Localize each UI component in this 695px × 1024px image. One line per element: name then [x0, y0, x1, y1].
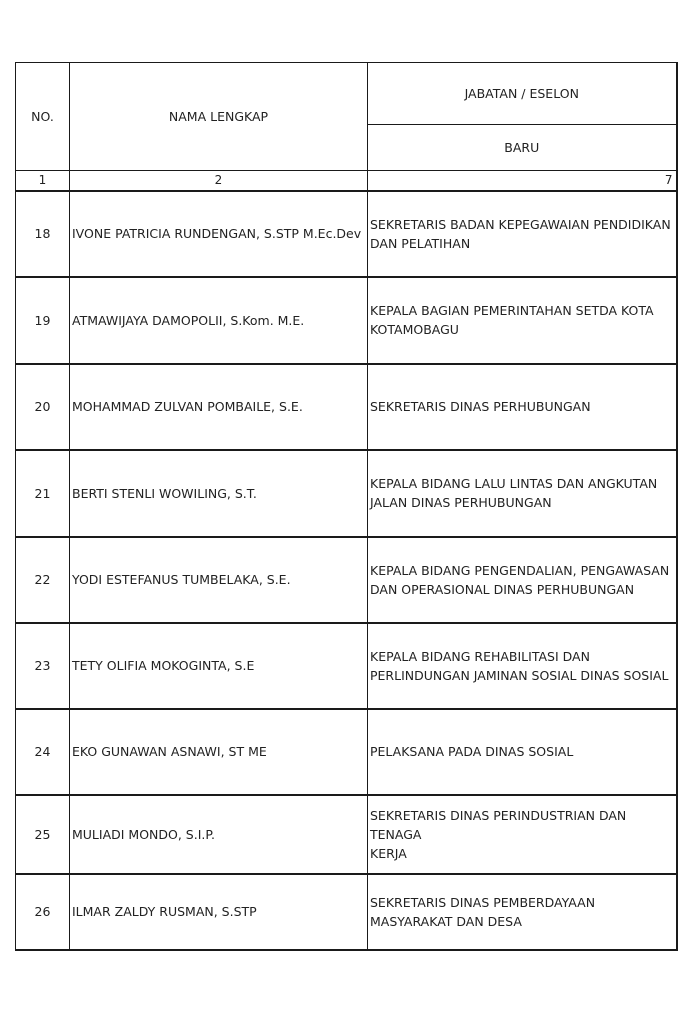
column-index-jabatan: 7: [368, 171, 677, 191]
header-no: NO.: [16, 63, 70, 171]
table-row: [16, 709, 677, 795]
row-jabatan: [368, 450, 677, 537]
officials-table: [15, 62, 678, 951]
row-no: 18: [16, 191, 70, 277]
row-jabatan: [368, 709, 677, 795]
row-jabatan-line1: KEPALA BIDANG REHABILITASI DAN: [370, 648, 590, 664]
row-no: 24: [16, 709, 70, 795]
header-nama: NAMA LENGKAP: [70, 63, 368, 171]
table-row: [16, 537, 677, 623]
row-jabatan-line2: DAN PELATIHAN: [370, 235, 471, 251]
table-row: [16, 623, 677, 709]
row-jabatan-line1: SEKRETARIS DINAS PERINDUSTRIAN DAN TENAGA: [370, 807, 627, 842]
row-no: 20: [16, 364, 70, 450]
row-jabatan: [368, 795, 677, 874]
row-nama: EKO GUNAWAN ASNAWI, ST ME: [70, 709, 368, 795]
row-jabatan: [368, 623, 677, 709]
row-no: 26: [16, 874, 70, 950]
row-jabatan-line1: PELAKSANA PADA DINAS SOSIAL: [370, 744, 574, 759]
table-row: [16, 450, 677, 537]
row-jabatan-line1: KEPALA BIDANG PENGENDALIAN, PENGAWASAN: [370, 562, 670, 578]
row-jabatan: [368, 277, 677, 364]
row-jabatan: [368, 364, 677, 450]
row-nama: TETY OLIFIA MOKOGINTA, S.E: [70, 623, 368, 709]
row-no: 25: [16, 795, 70, 874]
row-nama: MOHAMMAD ZULVAN POMBAILE, S.E.: [70, 364, 368, 450]
row-jabatan-line2: JALAN DINAS PERHUBUNGAN: [370, 495, 552, 510]
row-no: 21: [16, 450, 70, 537]
table-row: [16, 364, 677, 450]
row-jabatan: [368, 537, 677, 623]
row-nama: YODI ESTEFANUS TUMBELAKA, S.E.: [70, 537, 368, 623]
table-row: [16, 277, 677, 364]
table-row: [16, 191, 677, 277]
column-index-no: 1: [16, 171, 70, 191]
row-no: 23: [16, 623, 70, 709]
row-no: 22: [16, 537, 70, 623]
row-jabatan-line1: SEKRETARIS DINAS PERHUBUNGAN: [370, 399, 591, 414]
row-no: 19: [16, 277, 70, 364]
header-row: [16, 63, 677, 125]
row-nama: ILMAR ZALDY RUSMAN, S.STP: [70, 874, 368, 950]
table-row: [16, 874, 677, 950]
row-jabatan-line2: MASYARAKAT DAN DESA: [370, 913, 522, 929]
row-jabatan: [368, 874, 677, 950]
column-index-nama: 2: [70, 171, 368, 191]
row-jabatan-line2: KOTAMOBAGU: [370, 322, 459, 337]
row-nama: MULIADI MONDO, S.I.P.: [70, 795, 368, 874]
row-nama: ATMAWIJAYA DAMOPOLII, S.Kom. M.E.: [70, 277, 368, 364]
table-row: [16, 795, 677, 874]
row-jabatan-line1: KEPALA BAGIAN PEMERINTAHAN SETDA KOTA: [370, 303, 654, 318]
row-nama: IVONE PATRICIA RUNDENGAN, S.STP M.Ec.Dev: [70, 191, 368, 277]
row-jabatan-line1: SEKRETARIS DINAS PEMBERDAYAAN: [370, 894, 596, 910]
row-jabatan: [368, 191, 677, 277]
row-jabatan-line2: PERLINDUNGAN JAMINAN SOSIAL DINAS SOSIAL: [370, 667, 669, 683]
row-jabatan-line1: KEPALA BIDANG LALU LINTAS DAN ANGKUTAN: [370, 476, 658, 491]
header-jabatan: JABATAN / ESELON: [368, 63, 677, 125]
row-jabatan-line2: KERJA: [370, 845, 407, 861]
row-jabatan-line2: DAN OPERASIONAL DINAS PERHUBUNGAN: [370, 581, 635, 597]
column-index-row: [16, 171, 677, 191]
row-jabatan-line1: SEKRETARIS BADAN KEPEGAWAIAN PENDIDIKAN: [370, 216, 671, 232]
row-nama: BERTI STENLI WOWILING, S.T.: [70, 450, 368, 537]
header-baru: BARU: [368, 125, 677, 171]
